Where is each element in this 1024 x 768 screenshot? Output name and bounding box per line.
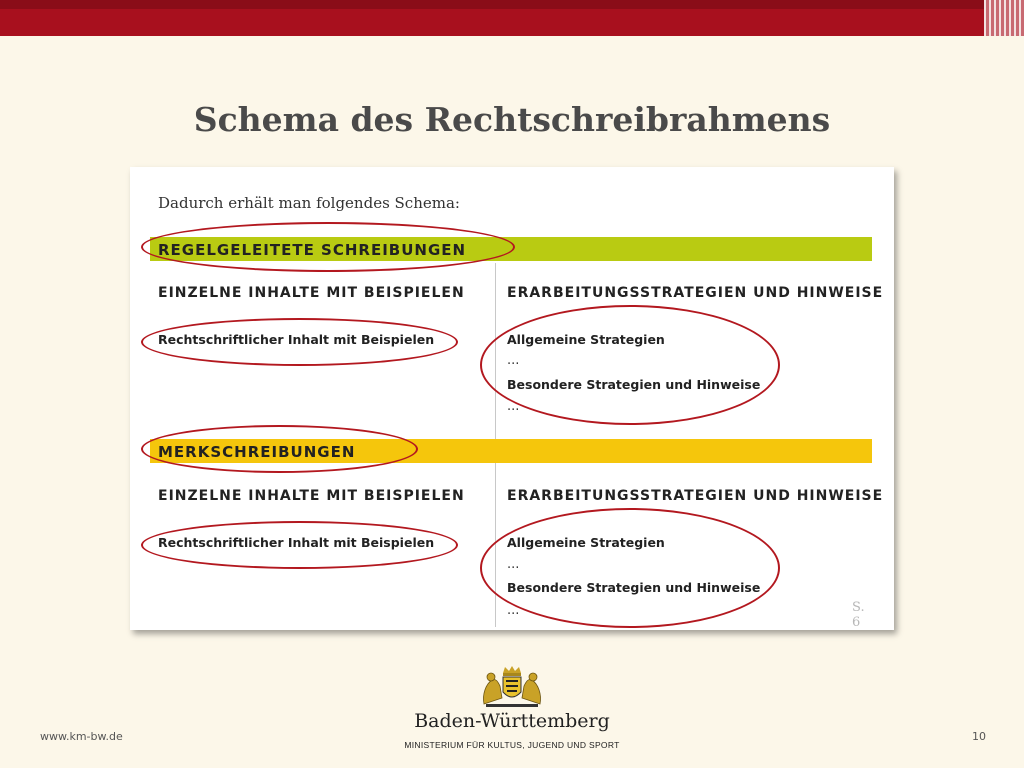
schema-intro: Dadurch erhält man folgendes Schema: [158, 194, 460, 212]
highlight-circle [141, 222, 515, 272]
left-column-header: EINZELNE INHALTE MIT BEISPIELEN [158, 488, 465, 504]
ministry-logo-subtitle: MINISTERIUM FÜR KULTUS, JUGEND UND SPORT [404, 740, 620, 750]
left-column-header: EINZELNE INHALTE MIT BEISPIELEN [158, 285, 465, 301]
highlight-circle [480, 508, 780, 628]
top-banner [0, 0, 1024, 36]
footer-website: www.km-bw.de [40, 730, 123, 743]
slide-number: 10 [972, 730, 986, 743]
page-reference: S. 6 [852, 600, 865, 630]
ellipsis-text: ... [507, 557, 520, 572]
highlight-circle [141, 425, 418, 473]
strategy-item: Besondere Strategien und Hinweise [507, 580, 761, 595]
section-heading: REGELGELEITETE SCHREIBUNGEN [158, 241, 467, 259]
highlight-circle [480, 305, 780, 425]
ministry-logo-name: Baden-Württemberg [414, 710, 610, 732]
ellipsis-text: ... [507, 353, 520, 368]
top-banner-stripes [984, 0, 1024, 36]
section-heading: MERKSCHREIBUNGEN [158, 443, 356, 461]
highlight-circle [141, 318, 458, 366]
strategy-item: Besondere Strategien und Hinweise [507, 377, 761, 392]
ellipsis-text: ... [507, 603, 520, 618]
strategy-item: Allgemeine Strategien [507, 535, 665, 550]
right-column-header: ERARBEITUNGSSTRATEGIEN UND HINWEISE [507, 488, 884, 504]
right-column-header: ERARBEITUNGSSTRATEGIEN UND HINWEISE [507, 285, 884, 301]
content-item: Rechtschriftlicher Inhalt mit Beispielen [158, 332, 435, 347]
ellipsis-text: ... [507, 399, 520, 414]
top-banner-line [0, 0, 1024, 9]
content-item: Rechtschriftlicher Inhalt mit Beispielen [158, 535, 435, 550]
coat-of-arms-icon [476, 664, 548, 708]
slide-title: Schema des Rechtschreibrahmens [193, 100, 831, 139]
strategy-item: Allgemeine Strategien [507, 332, 665, 347]
highlight-circle [141, 521, 458, 569]
